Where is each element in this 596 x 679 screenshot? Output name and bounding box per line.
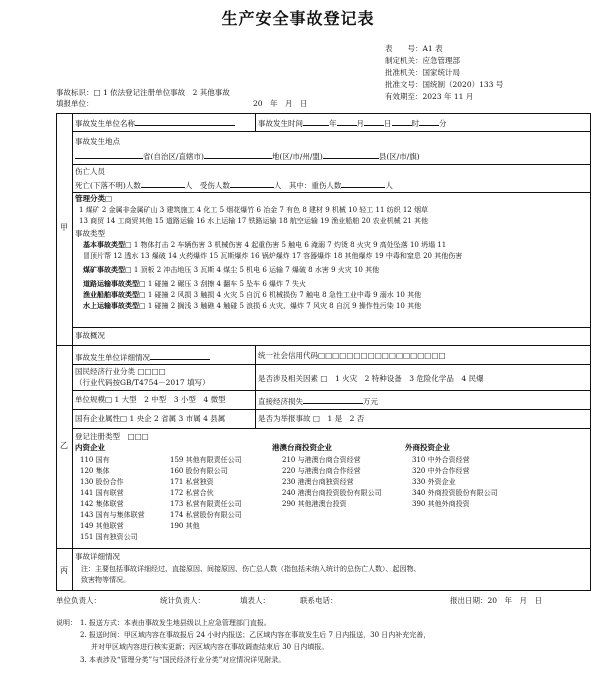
notes-title: 说明： [56,619,77,627]
note-2b: 并对甲区域内容进行核实更新；丙区域内容在事故调查结束后 30 日内填报。 [91,643,329,651]
casualty-label: 伤亡人员 [75,167,105,176]
domestic-list-a [80,455,145,543]
stat-signature[interactable]: 统计负责人： [160,596,205,605]
list-item: 110 国有 [80,456,110,464]
list-item: 310 中外合资经营 [412,456,470,464]
list-item: 230 港澳台商独资经营 [282,478,354,486]
list-item: 142 集体联营 [80,500,124,508]
incident-id-checkbox[interactable]: 事故标识：□ 1 依法登记注册单位事故 2 其他事故 [56,88,230,97]
doc-label: 批准文号： [385,80,423,89]
overview-field[interactable]: 事故概况 [75,331,105,340]
head-signature[interactable]: 单位负责人： [56,596,101,605]
meta-block [385,44,503,102]
water-type-checkbox[interactable]: 水上运输事故类型□ 1 碰撞 2 搁浅 3 触礁 4 触碰 5 浪损 6 火灾、爆炸 7 风灾 8 自沉 9 操作性污染 10 其他 [83,301,422,310]
loss-field[interactable]: 直接经济损失 万元 [258,397,378,406]
list-item: 320 中外合作经营 [412,467,470,475]
list-item: 210 与港澳台商合资经营 [282,456,361,464]
basic-type-options-2: 冒顶片帮 12 透水 13 爆破 14 火药爆炸 15 瓦斯爆炸 16 锅炉爆炸 17 容器爆炸 18 其他爆炸 19 中毒和窒息 20 其他伤害 [83,252,463,260]
list-item: 190 其他 [170,522,200,530]
reg-type-field[interactable]: 登记注册类型 □□□ [75,432,149,441]
reported-checkbox[interactable]: 是否为举报事故 □ 1 是 2 否 [258,414,365,423]
fill-date: 20 年 月 日 [253,99,308,108]
list-item: 159 其他有限责任公司 [170,456,242,464]
row-line [72,364,591,365]
industry-field[interactable]: 国民经济行业分类 □□□□ [75,367,166,376]
detail-note-2: 致害物等情况。 [81,576,130,584]
list-item: 173 私营有限责任公司 [170,500,242,508]
list-item: 160 股份有限公司 [170,467,228,475]
hmt-list [282,455,382,510]
list-item: 220 与港澳台商合作经营 [282,467,361,475]
section-jia: 甲 [60,223,68,232]
unit-detail-field[interactable]: 事故发生单位详细情况 [75,351,210,363]
mgmt-options-1: 1 煤矿 2 金属非金属矿山 3 建筑施工 4 化工 5 烟花爆竹 6 冶金 7 有色 8 建材 9 机械 10 轻工 11 纺织 12 烟草 [79,206,428,214]
form-no: A1 表 [422,44,443,53]
row-line [72,327,591,328]
list-item: 120 集体 [80,467,110,475]
domestic-list-b [170,455,242,532]
list-item: 340 外商投资股份有限公司 [412,489,498,497]
approve-label: 批准机关： [385,68,423,77]
hmt-title: 港澳台商投资企业 [272,443,332,452]
domestic-title: 内资企业 [75,443,105,452]
foreign-list [412,455,498,510]
mgmt-class-checkbox[interactable]: 管理分类□ [75,194,113,203]
place-label: 事故发生地点 [75,137,120,146]
related-factor-checkbox[interactable]: 是否涉及相关因素 □ 1 火灾 2 特种设备 3 危险化学品 4 民爆 [258,374,484,383]
list-item: 290 其他港澳台投资 [282,500,347,508]
fill-unit-label: 填报单位： [56,99,94,108]
col-line [255,345,256,428]
section-line [56,345,591,346]
casualty-fields[interactable]: 死亡(下落不明)人数 人 受伤人数 人 其中：重伤人数 人 [75,181,393,190]
note-1: 1. 报送方式：本表由事故发生地县级以上应急管理部门直报。 [80,619,271,627]
approve: 国家统计局 [422,68,460,77]
phone-field[interactable]: 联系电话： [300,596,338,605]
list-item: 240 港澳台商投资股份有限公司 [282,489,382,497]
doc: 国统制（2020）133 号 [422,80,504,89]
row-line [72,164,591,165]
incident-detail-field[interactable]: 事故详细情况 [75,552,120,561]
form-title: 生产安全事故登记表 [221,9,375,28]
list-item: 171 私营独资 [170,478,214,486]
mgmt-options-2: 13 商贸 14 工商贸其他 15 道路运输 16 水上运输 17 铁路运输 18 航空运输 19 渔业船舶 20 农业机械 21 其他 [79,217,428,225]
note-2: 2. 报送时间：甲区域内容在事故报后 24 小时内报送；乙区域内容在事故发生后 7 日内报送，30 日内补充完善， [80,631,431,639]
row-line [72,390,591,391]
credit-code-field[interactable]: 统一社会信用代码□□□□□□□□□□□□□□□□□□ [258,351,446,360]
coal-type-checkbox[interactable]: 煤矿事故类型□ 1 顶板 2 冲击地压 3 瓦斯 4 煤尘 5 机电 6 运输 7 爆破 8 水害 9 火灾 10 其他 [83,265,380,274]
filler-signature[interactable]: 填表人： [240,596,270,605]
list-item: 149 其他联营 [80,522,124,530]
col-line [255,113,256,131]
foreign-title: 外商投资企业 [405,443,450,452]
road-type-checkbox[interactable]: 道路运输事故类型□ 1 碰撞 2 碾压 3 刮擦 4 翻车 5 坠车 6 爆炸 7 失火 [83,279,306,288]
list-item: 172 私营合伙 [170,489,214,497]
list-item: 141 国有联营 [80,489,124,497]
row-line [72,131,591,132]
org-label: 制定机关： [385,56,423,65]
detail-note-1: 注：主要包括事故详细经过、直接原因、间接原因、伤亡总人数（指包括未纳入统计的总伤亡人数）、起因物、 [81,565,421,573]
list-item: 330 外资企业 [412,478,456,486]
unit-name-field[interactable]: 事故发生单位名称 [75,117,235,129]
basic-type-checkbox[interactable]: 基本事故类型□ 1 物体打击 2 车辆伤害 3 机械伤害 4 起重伤害 5 触电 6 淹溺 7 灼烫 8 火灾 9 高处坠落 10 坍塌 11 [83,240,447,249]
list-item: 130 股份合作 [80,478,124,486]
scale-checkbox[interactable]: 单位规模□ 1 大型 2 中型 3 小型 4 微型 [75,395,226,404]
report-date-field[interactable]: 报出日期：20 年 月 日 [450,596,543,605]
fish-type-checkbox[interactable]: 渔业船舶事故类型□ 1 碰撞 2 风损 3 触损 4 火灾 5 自沉 6 机械损伤 7 触电 8 急性工业中毒 9 溺水 10 其他 [83,290,422,299]
incident-time-field[interactable]: 事故发生时间 年 月 日 时 分 [258,119,447,128]
state-owned-checkbox[interactable]: 国有企业属性□ 1 央企 2 省属 3 市属 4 县属 [75,414,226,423]
valid: 2023 年 11 月 [422,92,474,101]
section-bing: 丙 [60,566,68,575]
place-fields[interactable]: 省(自治区/直辖市) 地(区/市/州/盟) 县(区/市/旗) [75,150,420,162]
row-line [72,409,591,410]
row-line [72,192,591,193]
org: 应急管理部 [422,56,460,65]
row-line [72,428,591,429]
note-3: 3. 本表涉及“管理分类”与“国民经济行业分类”对应情况详见附录。 [80,656,286,664]
industry-note: （行业代码按GB/T4754－2017 填写） [75,378,210,387]
section-yi: 乙 [60,441,68,450]
side-divider [72,113,73,591]
list-item: 151 国有独资公司 [80,533,138,541]
form-no-label: 表 号： [385,44,423,53]
type-label: 事故类型 [75,229,105,238]
section-line [56,548,591,549]
list-item: 174 私营股份有限公司 [170,511,242,519]
valid-label: 有效期至： [385,92,423,101]
list-item: 143 国有与集体联营 [80,511,145,519]
list-item: 390 其他外商投资 [412,500,470,508]
